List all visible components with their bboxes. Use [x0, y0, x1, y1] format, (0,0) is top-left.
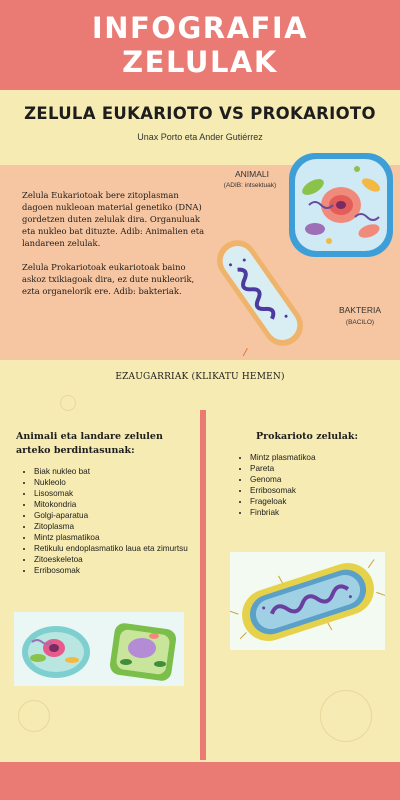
- list-item: • Zitoeskeletoa: [34, 554, 196, 565]
- page-title: ZELULA EUKARIOTO VS PROKARIOTO: [24, 104, 376, 123]
- label-animali: ANIMALI: [234, 169, 269, 179]
- eukaryote-similarities-title: Animali eta landare zelulen arteko berdintasunak:: [16, 431, 163, 456]
- animal-plant-cells-illustration: [14, 612, 184, 686]
- list-item: • Retikulu endoplasmatiko laua eta zimurtsu: [34, 543, 196, 554]
- footer-banner: [0, 762, 400, 800]
- list-item: • Pareta: [250, 463, 392, 474]
- decor-circle: [18, 700, 50, 732]
- list-item: • Golgi-aparatua: [34, 510, 196, 521]
- intro-eukaryote: Zelula Eukariotoak bere zitoplasman dagoen nukleoan material genetiko (DNA) gordetzen duten zelulak dira. Organuluak eta nukleo bat dituzte. Adib: Animalien eta landareen zelulak.: [22, 190, 205, 248]
- list-item: • Zitoplasma: [34, 521, 196, 532]
- label-bakteria: BAKTERIA: [338, 305, 382, 315]
- header-title-line1: INFOGRAFIA: [91, 11, 309, 45]
- features-link[interactable]: EZAUGARRIAK (KLIKATU HEMEN): [115, 372, 285, 382]
- eukaryote-similarities-list: [16, 466, 196, 576]
- list-item: • Genoma: [250, 474, 392, 485]
- bacillus-bacteria-illustration: [210, 231, 310, 356]
- list-item: • Mitokondria: [34, 499, 196, 510]
- prokaryote-cell-illustration: [230, 552, 385, 650]
- authors: Unax Porto eta Ander Gutiérrez: [137, 132, 263, 142]
- prokaryote-list: [232, 452, 392, 518]
- list-item: • Biak nukleo bat: [34, 466, 196, 477]
- decor-circle: [320, 690, 372, 742]
- prokaryote-title: Prokarioto zelulak:: [255, 431, 358, 442]
- list-item: • Frageloak: [250, 496, 392, 507]
- list-item: • Lisosomak: [34, 488, 196, 499]
- header-banner: [0, 0, 400, 90]
- list-item: • Finbriak: [250, 507, 392, 518]
- intro-text: [22, 189, 207, 309]
- label-animali-example: (ADIB: intsektuak): [223, 182, 277, 189]
- list-item: • Nukleolo: [34, 477, 196, 488]
- header-title-line2: ZELULAK: [122, 45, 278, 79]
- prokaryote-section: [232, 430, 392, 518]
- label-bakteria-example: (BACILO): [345, 319, 375, 326]
- column-divider: [200, 410, 206, 760]
- list-item: • Erribosomak: [250, 485, 392, 496]
- list-item: • Erribosomak: [34, 565, 196, 576]
- list-item: • Mintz plasmatikoa: [34, 532, 196, 543]
- comparison-panel: [0, 165, 400, 360]
- eukaryote-similarities-section: [16, 430, 196, 576]
- intro-prokaryote: Zelula Prokariotoak eukariotoak baino askoz txikiagoak dira, ez dute nukleorik, ezta organelorik ere. Adib: bakteriak.: [22, 262, 195, 296]
- list-item: • Mintz plasmatikoa: [250, 452, 392, 463]
- decor-circle: [60, 395, 76, 411]
